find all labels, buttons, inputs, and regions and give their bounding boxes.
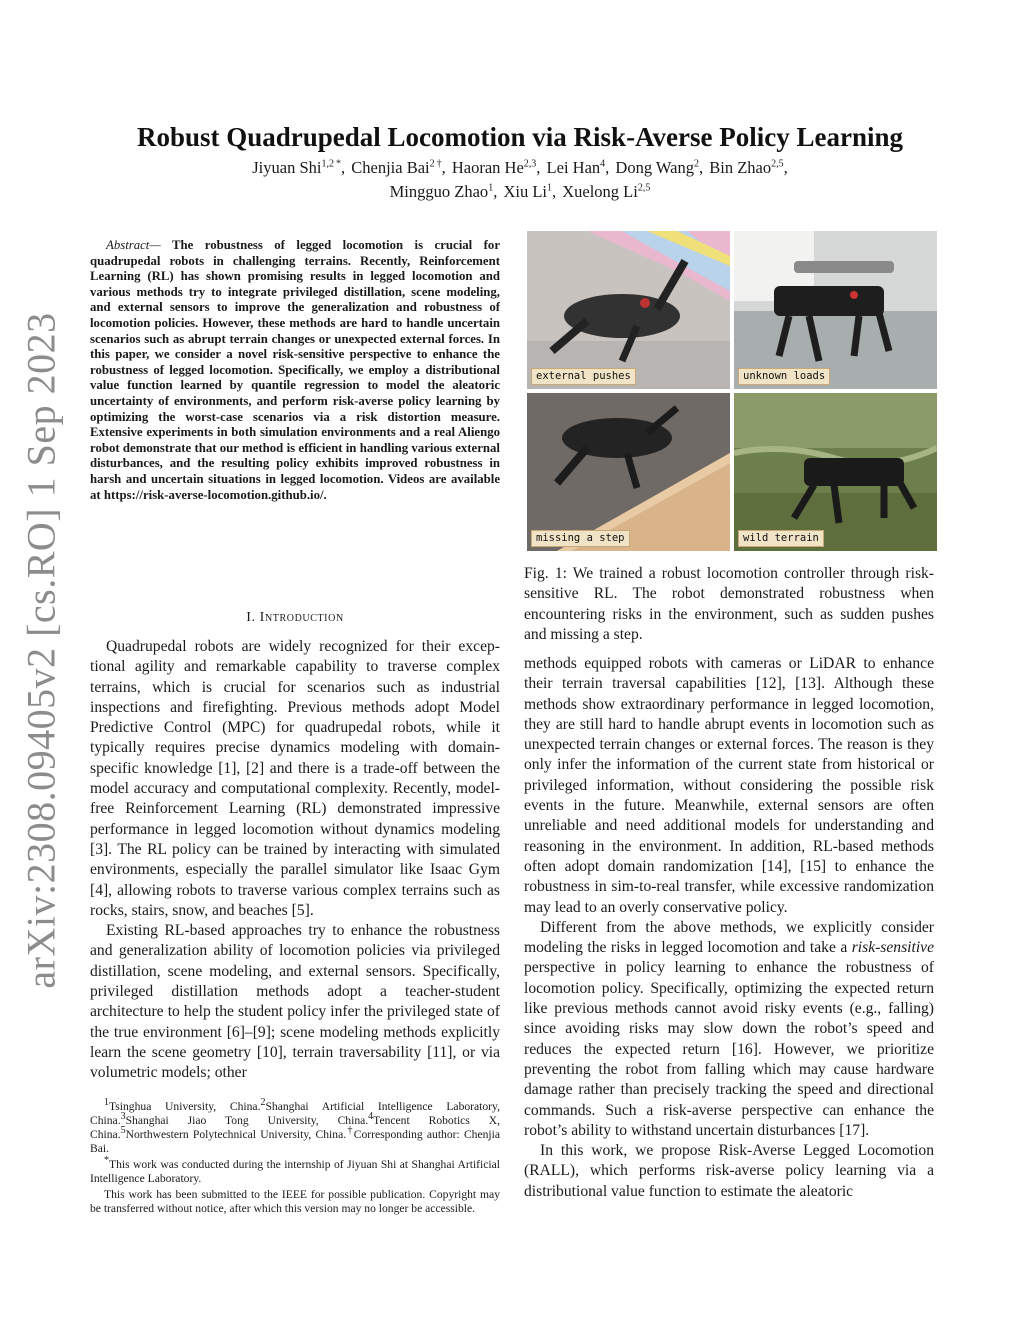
robot-photo [734, 393, 937, 551]
author [390, 182, 498, 201]
author-separator: , [341, 158, 346, 177]
abstract [90, 238, 500, 503]
footnote-text: This work was conducted during the internship of Jiyuan Shi at Shanghai Artificial Intelligence Laboratory. [90, 1158, 500, 1185]
footnote-mark: † [346, 1125, 354, 1137]
footnote-mark: 1 [104, 1097, 109, 1109]
footnote-text: Shanghai Artificial Intelligence Laboratory, China. [90, 1100, 500, 1127]
author [562, 182, 650, 201]
arxiv-sidebar [12, 311, 70, 989]
figure-panel-wild-terrain [734, 393, 937, 551]
paragraph-text: Different from the above methods, we explicitly consider modeling the risks in legged locomotion and take a [524, 918, 934, 957]
footnote-mark: 3 [120, 1111, 126, 1123]
author-list [100, 156, 940, 204]
author-name: Dong Wang [615, 158, 694, 177]
author-separator: , [441, 158, 446, 177]
footnote-mark: 2 [260, 1097, 266, 1109]
emphasis-text: risk-sensitive [851, 939, 934, 957]
footnote-text: Tencent Robotics X, China. [90, 1114, 500, 1141]
footnote [90, 1097, 501, 1156]
author-separator: , [783, 158, 788, 177]
body-paragraph [524, 1141, 934, 1202]
footnote-text: Northwestern Polytechnical University, China. [125, 1128, 347, 1141]
author-affiliation: 4 [600, 158, 606, 170]
footnote [90, 1155, 500, 1186]
author-line-2 [100, 180, 940, 204]
author-separator: , [605, 158, 610, 177]
section-heading-introduction [90, 610, 500, 626]
section-heading-text: I. Introduction [246, 610, 344, 625]
figure-1 [524, 229, 938, 551]
author-name: Xiu Li [503, 182, 547, 201]
author [351, 158, 446, 177]
footnote [90, 1188, 500, 1216]
paragraph-text: perspective in policy learning to enhance the robustness of locomotion policy. Specifically, optimizing the expected return like previous methods cannot avoid risky events (e.g., falling) since avoiding risks may slow down the robot’s speed and reduces the expected return [16]. However, we prioritize preventing the robot from falling which may cause hardware damage rather than precisely tracking the speed and directional commands. Such a risk-averse perspective can enhance the robot’s ability to withstand uncertain disturbances [17]. [524, 959, 934, 1139]
author-affiliation: 2,5 [771, 158, 784, 170]
intro-paragraph: Quadrupedal robots are widely recognized for their exceptional agility and remarkable capability to traverse complex terrains, which is crucial for scenarios such as industrial inspections and firefighting. Previous methods adopt Model Predictive Control (MPC) for quadrupedal robots, while it typically requires precise dynamics modeling with domain-specific knowledge [1], [2] and there is a trade-off between the model accuracy and computational complexity. Recently, model-free Reinforcement Learning (RL) demonstrated impressive performance in legged locomotion without dynamics modeling [3]. The RL policy can be trained by interacting with simulated environments, especially the parallel simulator like Isaac Gym [4], allowing robots to traverse various complex terrains such as rocks, stairs, snow, and beaches [5]. [90, 638, 500, 919]
author-affiliation: 1,2 * [321, 158, 341, 170]
footnote-mark: 5 [120, 1125, 126, 1137]
robot-photo [527, 393, 730, 551]
paragraph-text: In this work, we propose Risk-Averse Legged Locomotion (RALL), which performs risk-averse policy learning via a distributional value function to estimate the aleatoric [524, 1142, 934, 1200]
author-name: Xuelong Li [562, 182, 638, 201]
footnote-text: This work has been submitted to the IEEE for possible publication. Copyright may be transferred without notice, after which this version may no longer be accessible. [90, 1188, 500, 1215]
paper-title: Robust Quadrupedal Locomotion via Risk-Averse Policy Learning [136, 122, 904, 152]
panel-label: external pushes [531, 368, 636, 385]
panel-label: missing a step [531, 530, 630, 547]
author [547, 158, 610, 177]
figure-panel-external-pushes [527, 231, 730, 389]
paragraph-text: methods equipped robots with cameras or LiDAR to enhance their terrain traversal capabilities [12], [13]. Although these methods show extraordinary performance in legged locomotion, they are still hard to handle abrupt events in locomotion such as unexpected terrain changes or external forces. The reason is they only infer the information of the current state from historical or privileged information, without considering the possible risk events in the future. Meanwhile, external sensors are often unreliable and need additional models for understanding and reasoning in the environment. In addition, RL-based methods often adopt domain randomization [14], [15] to enhance the robustness in sim-to-real transfer, while excessive randomization may lead to an overly conservative policy. [524, 655, 934, 916]
author-name: Bin Zhao [709, 158, 772, 177]
abstract-label: Abstract— [106, 238, 161, 252]
author-name: Mingguo Zhao [389, 182, 489, 201]
author-affiliation: 2,5 [637, 182, 651, 194]
footnote-text: Corresponding author: Chenjia Bai. [90, 1128, 501, 1155]
introduction-body [90, 637, 500, 1084]
arxiv-identifier: arXiv:2308.09405v2 [cs.RO] 1 Sep 2023 [18, 311, 64, 989]
author-separator: , [493, 182, 498, 201]
author-separator: , [698, 158, 704, 177]
author-name: Haoran He [451, 158, 524, 177]
author-line-1 [100, 156, 940, 180]
author [252, 158, 345, 177]
body-paragraph [524, 654, 934, 918]
robot-photo [734, 231, 937, 389]
footnote-text: Shanghai Jiao Tong University, China. [125, 1114, 369, 1127]
author-name: Jiyuan Shi [252, 158, 322, 177]
author-separator: , [551, 182, 557, 201]
footnote-text: Tsinghua University, China. [109, 1100, 261, 1113]
author [452, 158, 541, 177]
intro-paragraph: Existing RL-based approaches try to enhance the robustness and generalization ability of locomotion policies via privileged distillation, scene modeling, and external sensors. Specifically, privileged distillation methods adopt a teacher-student architecture to help the student policy infer the privileged state of the true environment [6]–[9]; scene modeling methods explicitly learn the scene geometry [10], terrain traversability [11], or via volumetric models; other [90, 922, 500, 1082]
author-separator: , [536, 158, 541, 177]
author-affiliation: 2 [693, 158, 699, 170]
author-affiliation: 1 [546, 182, 552, 194]
author-name: Lei Han [546, 158, 601, 177]
panel-label: unknown loads [738, 368, 830, 385]
figure-panel-unknown-loads [734, 231, 937, 389]
author-affiliation: 1 [488, 182, 494, 194]
right-column-body [524, 654, 934, 1202]
author-name: Chenjia Bai [351, 158, 430, 177]
author [709, 158, 788, 177]
footnotes [90, 1097, 501, 1218]
abstract-text: The robustness of legged locomotion is crucial for quadrupedal robots in challenging terrains. Recently, Reinforcement Learning (RL) has shown promising results in legged locomotion and various methods try to integrate privileged distillation, scene modeling, and external sensors to improve the generalization and robustness of locomotion policies. However, these methods are hard to handle uncertain scenarios such as abrupt terrain changes or unexpected external forces. In this paper, we consider a novel risk-sensitive perspective to enhance the robustness of legged locomotion. Specifically, we employ a distributional value function learned by quantile regression to model the aleatoric uncertainty of environments, and perform risk-averse policy learning by optimizing the worst-case scenarios via a risk distortion measure. Extensive experiments in both simulation environments and a real Aliengo robot demonstrate that our method is efficient in handling various external disturbances, and the resulting policy exhibits improved robustness in harsh and uncertain situations in legged locomotion. Videos are available at https://risk-averse-locomotion.github.io/. [90, 238, 500, 502]
body-paragraph [524, 918, 934, 1141]
footnote-mark: 4 [368, 1111, 374, 1123]
figure-caption: Fig. 1: We trained a robust locomotion controller through risk-sensitive RL. The robot demonstrated robustness when encountering risks in the environment, such as sudden pushes and missing a step. [524, 565, 934, 643]
author-affiliation: 2,3 [523, 158, 537, 170]
robot-photo [527, 231, 730, 389]
panel-label: wild terrain [738, 530, 824, 547]
footnote-mark: * [104, 1155, 109, 1167]
author-affiliation: 2 † [429, 158, 442, 170]
figure-panel-missing-a-step [527, 393, 730, 551]
author [615, 158, 703, 177]
author [503, 182, 556, 201]
